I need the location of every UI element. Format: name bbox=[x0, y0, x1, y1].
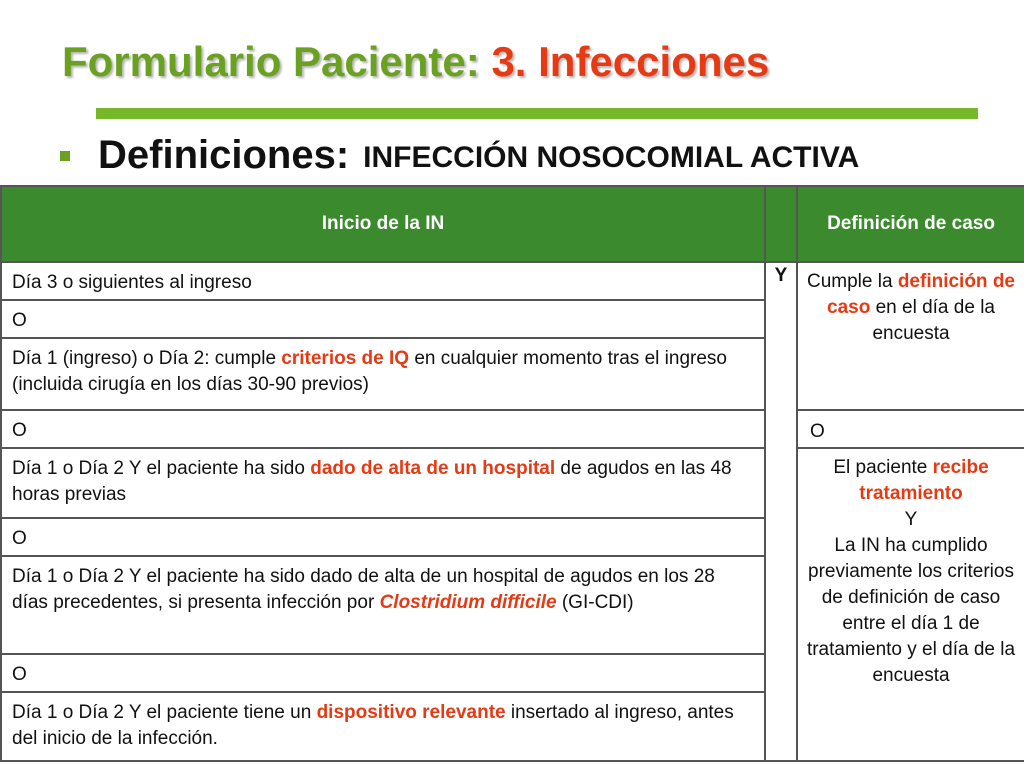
onset-discharged-48h bbox=[1, 448, 765, 518]
square-bullet-icon bbox=[60, 151, 70, 161]
onset-discharged-highlight: dado de alta de un hospital bbox=[310, 458, 556, 479]
onset-cdi-text-end: (GI-CDI) bbox=[556, 592, 634, 613]
case-def-1-text: Cumple la bbox=[806, 271, 898, 292]
page-title bbox=[62, 38, 769, 86]
case-definition-1 bbox=[797, 262, 1024, 410]
or-separator: O bbox=[1, 654, 765, 692]
onset-cdi bbox=[1, 556, 765, 654]
onset-device bbox=[1, 692, 765, 761]
onset-device-text: Día 1 o Día 2 Y el paciente tiene un bbox=[12, 702, 317, 723]
case-def-1-text-end: en el día de la encuesta bbox=[870, 297, 995, 344]
onset-cdi-highlight: Clostridium difficile bbox=[379, 592, 557, 613]
header-case-definition: Definición de caso bbox=[797, 186, 1024, 262]
onset-device-highlight: dispositivo relevante bbox=[316, 702, 506, 723]
or-separator: O bbox=[1, 300, 765, 338]
onset-surgical-text: Día 1 (ingreso) o Día 2: cumple bbox=[12, 348, 282, 369]
case-definition-2 bbox=[797, 448, 1024, 761]
definitions-table bbox=[0, 185, 1024, 762]
subtitle-main: Definiciones: bbox=[98, 132, 350, 177]
case-def-2-highlight: recibe tratamiento bbox=[859, 457, 989, 504]
title-divider bbox=[96, 108, 978, 119]
or-separator: O bbox=[1, 518, 765, 556]
title-main: Formulario Paciente: bbox=[62, 38, 480, 85]
or-separator: O bbox=[1, 410, 765, 448]
onset-day3: Día 3 o siguientes al ingreso bbox=[1, 262, 765, 300]
onset-discharged-text-end: de agudos en las 48 horas previas bbox=[12, 458, 732, 505]
title-accent: 3. Infecciones bbox=[491, 38, 770, 85]
table-row bbox=[1, 410, 1024, 448]
connector-and: Y bbox=[765, 262, 797, 761]
case-def-2-text-end: La IN ha cumplido previamente los criterios de definición de caso entre el día 1 de tratamiento y el día de la encuesta bbox=[806, 535, 1016, 686]
subtitle-sub: INFECCIÓN NOSOCOMIAL ACTIVA bbox=[363, 141, 860, 174]
onset-surgical bbox=[1, 338, 765, 410]
onset-discharged-text: Día 1 o Día 2 Y el paciente ha sido bbox=[12, 458, 311, 479]
case-or-separator: O bbox=[797, 410, 1024, 448]
header-spacer bbox=[765, 186, 797, 262]
onset-cdi-text: Día 1 o Día 2 Y el paciente ha sido dado de alta de un hospital de agudos en los 28 días precedentes, si presenta infección por bbox=[12, 566, 715, 613]
case-def-2-text: El paciente bbox=[833, 457, 933, 478]
table-row bbox=[1, 448, 1024, 518]
table-header-row bbox=[1, 186, 1024, 262]
case-def-2-and: Y bbox=[904, 509, 918, 530]
onset-surgical-text-end: en cualquier momento tras el ingreso (incluida cirugía en los días 30-90 previos) bbox=[12, 348, 727, 395]
header-onset: Inicio de la IN bbox=[1, 186, 765, 262]
case-def-1-highlight: definición de caso bbox=[827, 271, 1015, 318]
table-row bbox=[1, 262, 1024, 300]
onset-device-text-end: insertado al ingreso, antes del inicio de la infección. bbox=[12, 702, 734, 749]
onset-surgical-highlight: criterios de IQ bbox=[281, 348, 410, 369]
subtitle bbox=[60, 130, 859, 180]
